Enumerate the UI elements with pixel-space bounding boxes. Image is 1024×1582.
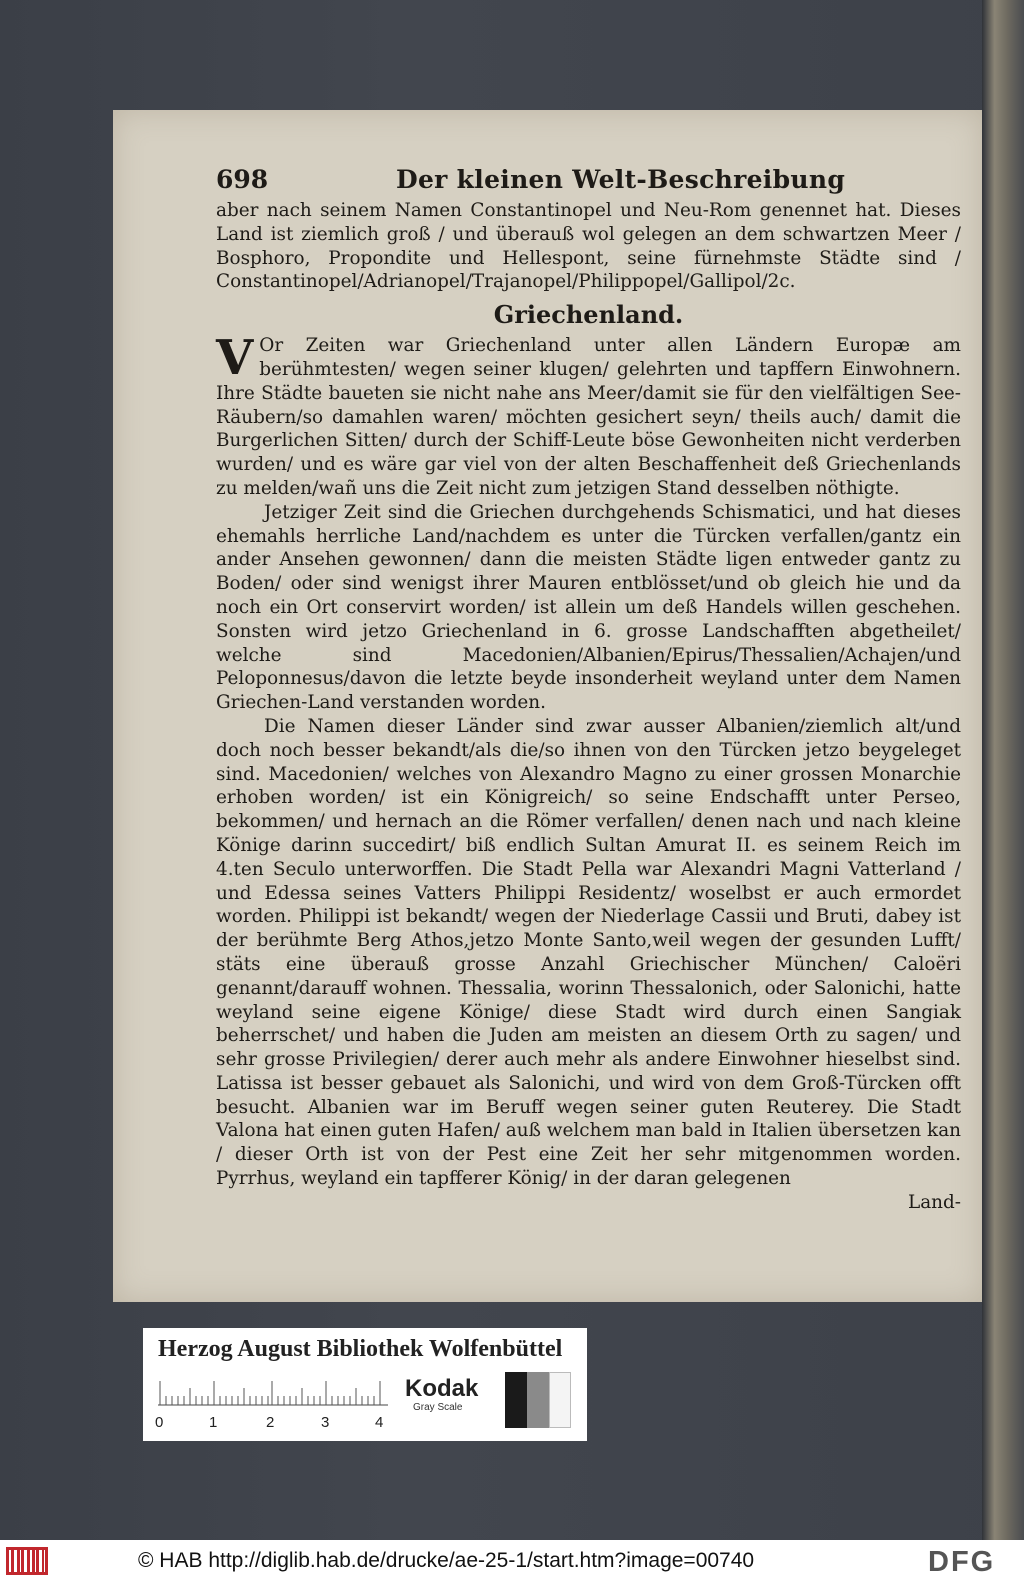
adjacent-page-edge xyxy=(982,0,1024,1540)
paragraph-1: Or Zeiten war Griechenland unter allen Ländern Europæ am berühmtesten/ wegen seiner klugen/ gelehrten und tapffern Einwohnern. Ihre Städte baueten sie nicht nahe ans Meer/damit sie für den vielfältigen See-Räubern/so damahlen waren/ möchten gesichert seyn/ theils auch/ damit die Burgerlichen Sitten/ durch der Schiff-Leute böse Gewonheiten nicht verderben wurden/ und es wäre gar viel von der alten Beschaffenheit deß Griechenlands zu melden/wañ uns die Zeit nicht zum jetzigen Stand desselben nöthigte. xyxy=(216,335,961,499)
running-title: Der kleinen Welt-Beschreibung xyxy=(396,165,846,194)
gray-patch-white xyxy=(549,1372,571,1428)
catchword: Land- xyxy=(907,1191,961,1213)
source-url[interactable]: © HAB http://diglib.hab.de/drucke/ae-25-1/start.htm?image=00740 xyxy=(138,1549,755,1572)
paragraph-2: Jetziger Zeit sind die Griechen durchgehends Schismatici, und hat dieses ehemahls herrliche Land/nachdem es unter die Türcken verfallen/gantz ein ander Ansehen gewonnen/ dann die meisten Städte ligen entweder gantz zu Boden/ oder sind wenigst ihrer Mauren entblösset/und ob gleich hie und da noch ein Ort conservirt worden/ ist allein um deß Handels willen geschehen. Sonsten wird jetzo Griechenland in 6. grosse Landschafften abgetheilet/ welche sind Macedonien/Albanien/Epirus/Thessalien/Achajen/und Peloponnesus/davon die letzte beyde insonderheit weyland unter dem Namen Griechen-Land verstanden worden. xyxy=(216,501,961,714)
intro-paragraph: aber nach seinem Namen Constantinopel und Neu-Rom genennet hat. Dieses Land ist ziemlich groß / und überauß wol gelegen an dem schwartzen Meer / Bosphoro, Propondite und Hellespont, seine fürnehmste Städte sind / Constantinopel/Adrianopel/Trajanopel/Philippopel/Gallipol/2c. xyxy=(216,200,961,293)
ruler-icon xyxy=(158,1376,388,1406)
drop-cap: V xyxy=(216,330,254,387)
page-number: 698 xyxy=(216,165,269,194)
ruler-label-1: 1 xyxy=(209,1414,218,1431)
gray-patch-mid xyxy=(527,1372,549,1428)
dfg-logo: DFG xyxy=(928,1546,996,1578)
barcode-icon xyxy=(6,1547,48,1575)
gray-patch-black xyxy=(505,1372,527,1428)
ruler-label-2: 2 xyxy=(266,1414,275,1431)
kodak-brand: Kodak xyxy=(405,1375,479,1402)
ruler-label-3: 3 xyxy=(321,1414,330,1431)
footer-bar xyxy=(0,1540,1024,1582)
color-calibration-card xyxy=(143,1328,587,1441)
gray-scale-label: Gray Scale xyxy=(413,1402,463,1413)
page-content xyxy=(216,165,961,1215)
institution-name: Herzog August Bibliothek Wolfenbüttel xyxy=(158,1336,563,1362)
ruler-label-4: 4 xyxy=(375,1414,384,1431)
page-header xyxy=(216,165,961,199)
book-page xyxy=(113,110,982,1302)
paragraph-1-container xyxy=(216,330,961,501)
ruler-label-0: 0 xyxy=(155,1414,164,1431)
paragraph-3: Die Namen dieser Länder sind zwar ausser Albanien/ziemlich alt/und doch noch besser bekandt/als die/so ihnen von den Türcken jetzo beygeleget sind. Macedonien/ welches von Alexandro Magno zu einer grossen Monarchie erhoben worden/ ist ein Königreich/ so seine Endschafft unter Perseo, bekommen/ und hernach an die Römer verfallen/ denen nach und nach kleine Könige darinn succedirt/ biß endlich Sultan Amurat II. es seinem Reich im 4.ten Seculo unterworffen. Die Stadt Pella war Alexandri Magni Vatterland / und Edessa seines Vatters Philippi Residentz/ woselbst er auch ermordet worden. Philippi ist bekandt/ wegen der Niederlage Cassii und Bruti, dabey ist der berühmte Berg Athos,jetzo Monte Santo,weil wegen der gesunden Lufft/ stäts eine überauß grosse Anzahl Griechischer München/ Caloëri genannt/darauff wohnen. Thessalia, worinn Thessalonich, oder Salonichi, hatte weyland seine eigene Könige/ diese Stadt wird durch einen Sangiak beherrschet/ und haben die Juden am meisten an diesem Orth zu sagen/ und sehr grosse Privilegien/ derer auch mehr als andere Einwohner hieselbst sind. Latissa ist besser gebauet als Salonichi, und wird von dem Groß-Türcken offt besucht. Albanien war im Beruff wegen seiner guten Reuterey. Die Stadt Valona hat einen guten Hafen/ auß welchem man bald in Italien übersetzen kan / dieser Orth ist von der Pest eine Zeit her sehr mitgenommen worden. Pyrrhus, weyland ein tapfferer König/ in der daran gelegenen xyxy=(216,715,961,1190)
section-heading: Griechenland. xyxy=(493,300,684,330)
